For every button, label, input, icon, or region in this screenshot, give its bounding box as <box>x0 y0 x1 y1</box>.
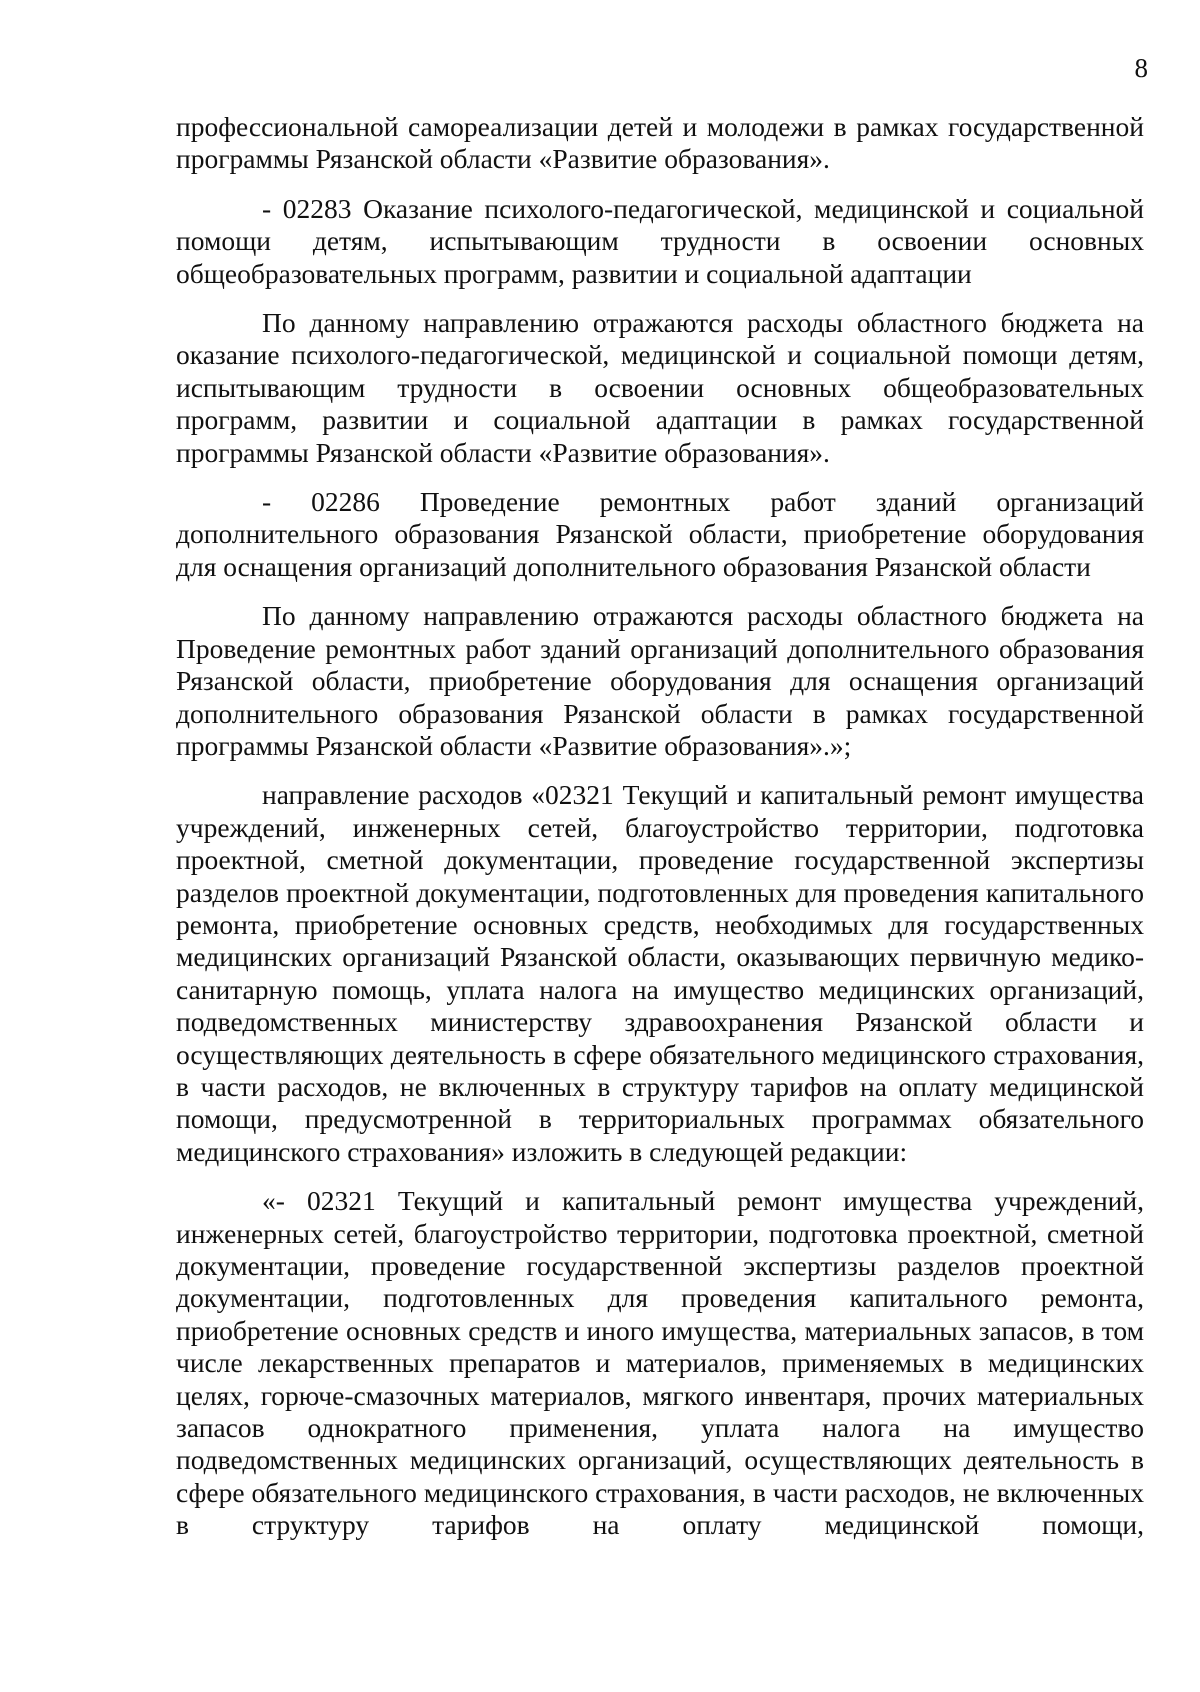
paragraph-description-02283: По данному направлению отражаются расходы областного бюджета на оказание психолого-педагогической, медицинской и социальной помощи детям, испытывающим трудности в освоении основных общеобразовательных программ, развитии и социальной адаптации в рамках государственной программы Рязанской области «Развитие образования». <box>176 307 1144 468</box>
page-number: 8 <box>1134 53 1148 83</box>
document-body <box>176 111 1144 1559</box>
paragraph-direction-02321: направление расходов «02321 Текущий и капитальный ремонт имущества учреждений, инженерных сетей, благоустройство территории, подготовка проектной, сметной документации, проведение государственной экспертизы разделов проектной документации, подготовленных для проведения капитального ремонта, приобретение основных средств, необходимых для государственных медицинских организаций Рязанской области, оказывающих первичную медико-санитарную помощь, уплата налога на имущество медицинских организаций, подведомственных министерству здравоохранения Рязанской области и осуществляющих деятельность в сфере обязательного медицинского страхования, в части расходов, не включенных в структуру тарифов на оплату медицинской помощи, предусмотренной в территориальных программах обязательного медицинского страхования» изложить в следующей редакции: <box>176 779 1144 1167</box>
paragraph-item-02286: - 02286 Проведение ремонтных работ зданий организаций дополнительного образования Рязанской области, приобретение оборудования для оснащения организаций дополнительного образования Рязанской области <box>176 486 1144 582</box>
paragraph-new-edition-02321: «- 02321 Текущий и капитальный ремонт имущества учреждений, инженерных сетей, благоустройство территории, подготовка проектной, сметной документации, проведение государственной экспертизы разделов проектной документации, подготовленных для проведения капитального ремонта, приобретение основных средств и иного имущества, материальных запасов, в том числе лекарственных препаратов и материалов, применяемых в медицинских целях, горюче-смазочных материалов, мягкого инвентаря, прочих материальных запасов однократного применения, уплата налога на имущество подведомственных медицинских организаций, осуществляющих деятельность в сфере обязательного медицинского страхования, в части расходов, не включенных в структуру тарифов на оплату медицинской помощи, <box>176 1185 1144 1541</box>
paragraph-continuation: профессиональной самореализации детей и молодежи в рамках государственной программы Рязанской области «Развитие образования». <box>176 111 1144 175</box>
paragraph-description-02286: По данному направлению отражаются расходы областного бюджета на Проведение ремонтных работ зданий организаций дополнительного образования Рязанской области, приобретение оборудования для оснащения организаций дополнительного образования Рязанской области в рамках государственной программы Рязанской области «Развитие образования».»; <box>176 600 1144 761</box>
paragraph-item-02283: - 02283 Оказание психолого-педагогической, медицинской и социальной помощи детям, испытывающим трудности в освоении основных общеобразовательных программ, развитии и социальной адаптации <box>176 192 1144 289</box>
